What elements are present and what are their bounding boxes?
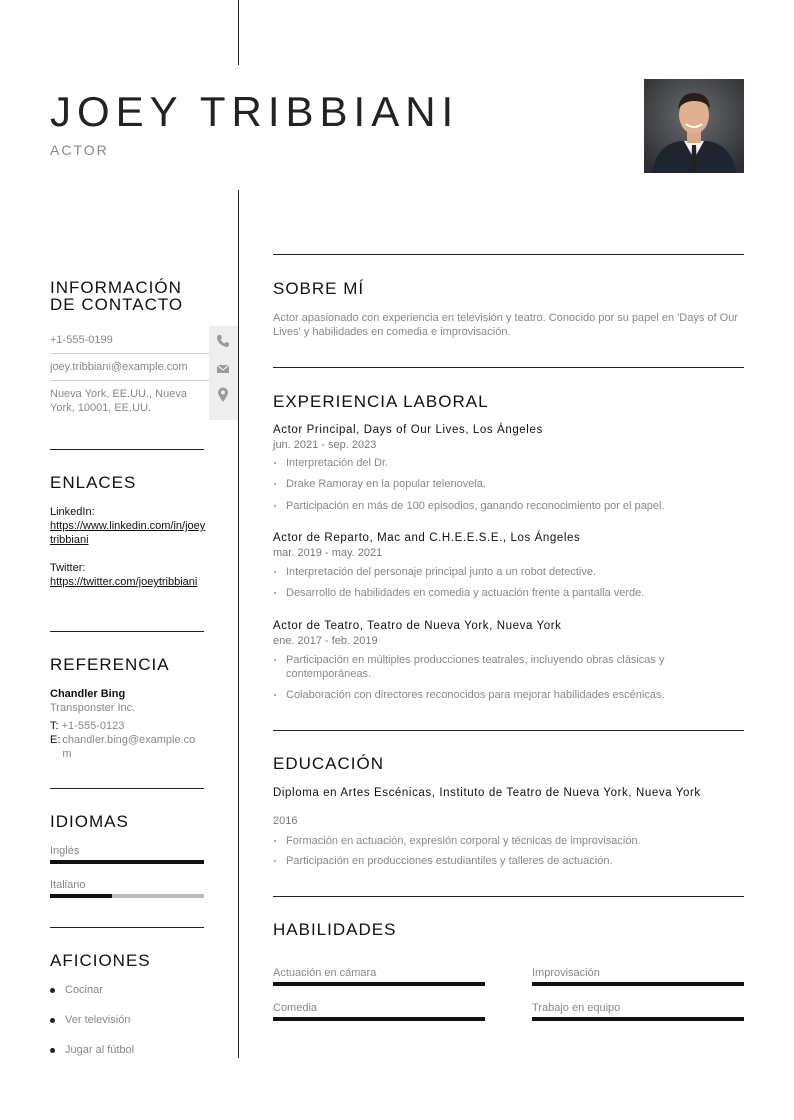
reference-block bbox=[50, 687, 206, 761]
candidate-name: JOEY TRIBBIANI bbox=[50, 88, 460, 135]
job-title: Actor de Teatro, Teatro de Nueva York, Nueva York bbox=[273, 620, 562, 632]
hobby-item: Cocinar bbox=[65, 984, 103, 996]
hobby-item: Jugar al fútbol bbox=[65, 1044, 135, 1056]
job-bullet: Colaboración con directores reconocidos para mejorar habilidades escénicas. bbox=[286, 689, 665, 701]
contact-heading: INFORMACIÓN DE CONTACTO bbox=[50, 278, 184, 314]
job-title: Actor de Reparto, Mac and C.H.E.E.S.E., Los Ángeles bbox=[273, 532, 581, 544]
phone-icon bbox=[216, 334, 230, 353]
skill-level-bar bbox=[532, 1017, 744, 1021]
main-section-rule bbox=[273, 896, 744, 897]
skill-name: Actuación en cámara bbox=[273, 967, 377, 979]
job-dates: ene. 2017 - feb. 2019 bbox=[273, 635, 378, 647]
reference-phone: +1-555-0123 bbox=[61, 720, 125, 732]
main-section-rule bbox=[273, 730, 744, 731]
job-bullet: Participación en múltiples producciones teatrales, incluyendo obras clásicas y contemporáneas. bbox=[286, 654, 665, 680]
linkedin-link[interactable]: https://www.linkedin.com/in/joeytribbiani bbox=[50, 520, 206, 546]
hobby-bullet bbox=[50, 1048, 55, 1053]
language-level-bar bbox=[50, 894, 112, 898]
twitter-label: Twitter: bbox=[50, 562, 86, 574]
column-divider-line bbox=[238, 190, 239, 1058]
reference-heading: REFERENCIA bbox=[50, 655, 170, 674]
list-bullet bbox=[274, 483, 276, 485]
contact-divider bbox=[50, 353, 209, 354]
education-bullet: Formación en actuación, expresión corporal y técnicas de improvisación. bbox=[286, 835, 641, 847]
contact-address: Nueva York, EE.UU., Nueva York, 10001, EE.UU. bbox=[50, 388, 187, 414]
list-bullet bbox=[274, 659, 276, 661]
reference-company: Transponster Inc. bbox=[50, 702, 136, 714]
list-bullet bbox=[274, 860, 276, 862]
skill-level-bar bbox=[532, 982, 744, 986]
hobby-bullet bbox=[50, 1018, 55, 1023]
education-degree: Diploma en Artes Escénicas, Instituto de Teatro de Nueva York, Nueva York bbox=[273, 787, 701, 799]
sidebar-section-rule bbox=[50, 449, 204, 450]
list-bullet bbox=[274, 505, 276, 507]
linkedin-block bbox=[50, 505, 206, 547]
skill-name: Trabajo en equipo bbox=[532, 1002, 621, 1014]
list-bullet bbox=[274, 592, 276, 594]
hobbies-heading: AFICIONES bbox=[50, 951, 151, 970]
language-level-bar bbox=[50, 860, 204, 864]
about-heading: SOBRE MÍ bbox=[273, 279, 365, 298]
hobby-item: Ver televisión bbox=[65, 1014, 131, 1026]
reference-email: chandler.bing@example.com bbox=[62, 734, 196, 760]
education-year: 2016 bbox=[273, 815, 298, 827]
about-text: Actor apasionado con experiencia en televisión y teatro. Conocido por su papel en 'Days of Our Lives' y habilidades en comedia e improvisación. bbox=[273, 312, 738, 338]
list-bullet bbox=[274, 694, 276, 696]
main-section-rule bbox=[273, 367, 744, 368]
contact-email: joey.tribbiani@example.com bbox=[50, 361, 188, 373]
education-heading: EDUCACIÓN bbox=[273, 754, 385, 773]
list-bullet bbox=[274, 840, 276, 842]
location-pin-icon bbox=[217, 387, 229, 408]
links-heading: ENLACES bbox=[50, 473, 137, 492]
skill-level-bar bbox=[273, 982, 485, 986]
list-bullet bbox=[274, 571, 276, 573]
twitter-block bbox=[50, 561, 206, 589]
job-bullet: Participación en más de 100 episodios, ganando reconocimiento por el papel. bbox=[286, 500, 665, 512]
sidebar-section-rule bbox=[50, 788, 204, 789]
skill-level-bar bbox=[273, 1017, 485, 1021]
top-divider-line bbox=[238, 0, 239, 65]
job-bullet: Drake Ramoray en la popular telenovela. bbox=[286, 478, 486, 490]
twitter-link[interactable]: https://twitter.com/joeytribbiani bbox=[50, 576, 198, 588]
job-bullet: Desarrollo de habilidades en comedia y actuación frente a pantalla verde. bbox=[286, 587, 645, 599]
languages-heading: IDIOMAS bbox=[50, 812, 129, 831]
job-dates: jun. 2021 - sep. 2023 bbox=[273, 439, 377, 451]
mail-icon bbox=[216, 362, 230, 380]
skills-heading: HABILIDADES bbox=[273, 920, 397, 939]
job-bullet: Interpretación del Dr. bbox=[286, 457, 389, 469]
list-bullet bbox=[274, 462, 276, 464]
experience-heading: EXPERIENCIA LABORAL bbox=[273, 392, 489, 411]
skill-name: Comedia bbox=[273, 1002, 318, 1014]
job-title: Actor Principal, Days of Our Lives, Los Ángeles bbox=[273, 424, 543, 436]
reference-name: Chandler Bing bbox=[50, 688, 126, 700]
contact-divider bbox=[50, 380, 209, 381]
reference-email-label: E: bbox=[50, 734, 61, 746]
job-dates: mar. 2019 - may. 2021 bbox=[273, 547, 383, 559]
language-name: Inglés bbox=[50, 845, 80, 857]
profile-photo bbox=[644, 79, 744, 173]
education-bullet: Participación en producciones estudiantiles y talleres de actuación. bbox=[286, 855, 613, 867]
language-name: Italiano bbox=[50, 879, 86, 891]
job-bullet: Interpretación del personaje principal junto a un robot detective. bbox=[286, 566, 597, 578]
reference-phone-label: T: bbox=[50, 720, 59, 732]
hobby-bullet bbox=[50, 988, 55, 993]
main-section-rule bbox=[273, 254, 744, 255]
skill-name: Improvisación bbox=[532, 967, 600, 979]
contact-phone: +1-555-0199 bbox=[50, 334, 113, 346]
sidebar-section-rule bbox=[50, 927, 204, 928]
linkedin-label: LinkedIn: bbox=[50, 506, 95, 518]
sidebar-section-rule bbox=[50, 631, 204, 632]
candidate-title: ACTOR bbox=[50, 142, 109, 158]
